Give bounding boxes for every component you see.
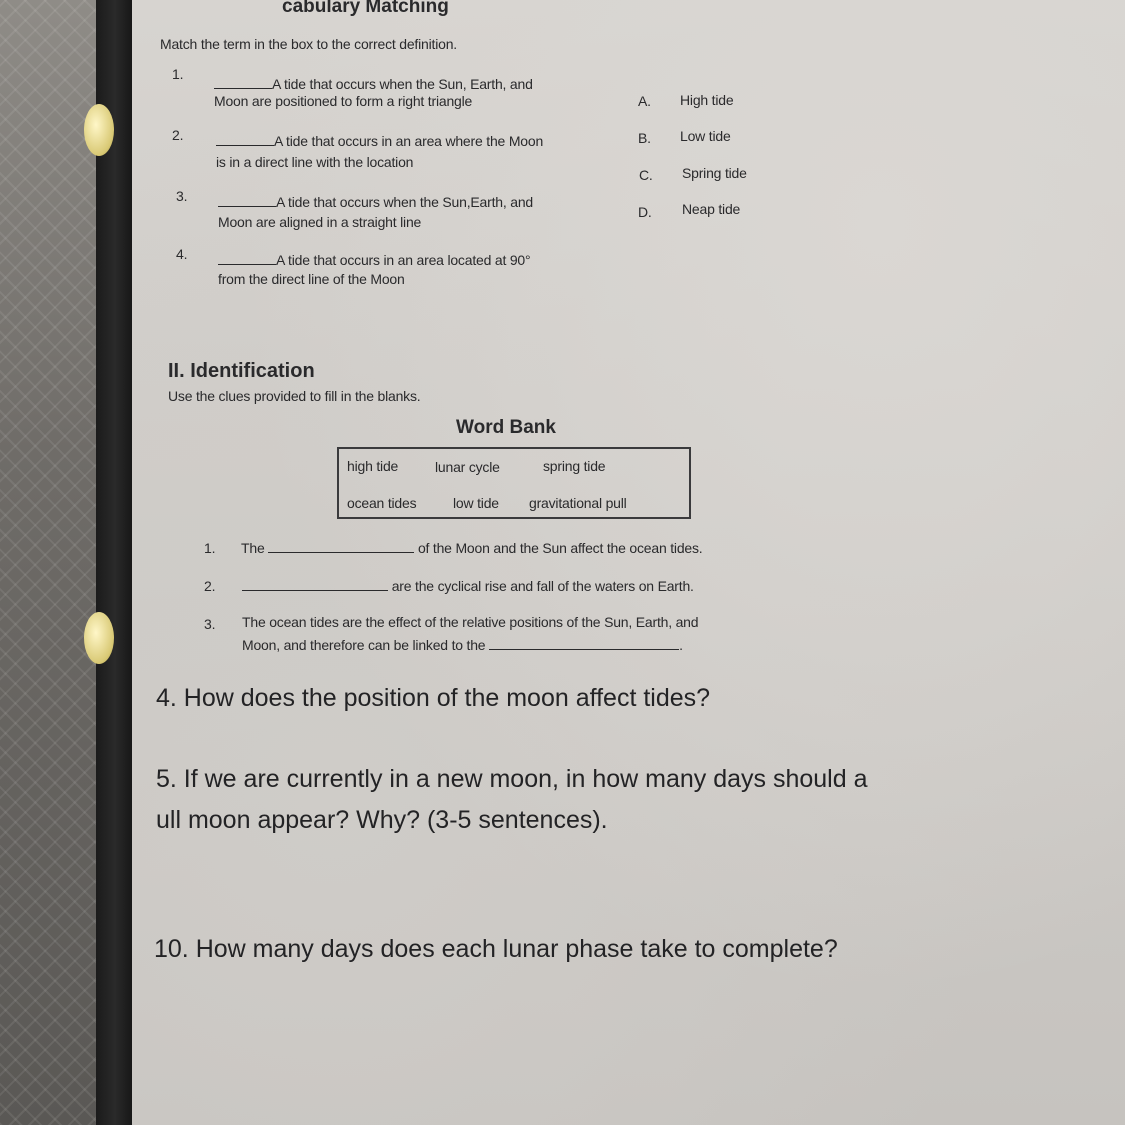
question-number: 1. bbox=[204, 540, 216, 556]
option-letter: A. bbox=[638, 93, 651, 109]
question-text: . bbox=[679, 637, 683, 653]
question-text: of the Moon and the Sun affect the ocean tides. bbox=[417, 540, 703, 556]
open-question: 10. How many days does each lunar phase take to complete? bbox=[154, 935, 838, 963]
section-title: cabulary Matching bbox=[282, 0, 449, 17]
question-text: Moon, and therefore can be linked to the bbox=[242, 637, 486, 653]
definition-line: A tide that occurs in an area where the Moon bbox=[274, 133, 544, 149]
word-bank-term: gravitational pull bbox=[529, 495, 627, 511]
option-term: Low tide bbox=[680, 128, 731, 144]
word-bank-term: ocean tides bbox=[347, 495, 417, 511]
word-bank-term: low tide bbox=[453, 495, 499, 511]
binder-hole bbox=[84, 104, 114, 156]
option-term: Spring tide bbox=[682, 165, 747, 181]
open-question: 4. How does the position of the moon affect tides? bbox=[156, 684, 711, 712]
matching-instruction: Match the term in the box to the correct definition. bbox=[160, 36, 457, 52]
answer-blank[interactable] bbox=[214, 88, 272, 89]
definition-line: from the direct line of the Moon bbox=[218, 271, 405, 287]
word-bank-term: lunar cycle bbox=[435, 459, 500, 475]
question-text: The ocean tides are the effect of the relative positions of the Sun, Earth, and bbox=[242, 614, 699, 630]
definition-line: A tide that occurs when the Sun, Earth, and bbox=[272, 76, 533, 92]
word-bank-title: Word Bank bbox=[456, 417, 556, 438]
option-term: Neap tide bbox=[682, 201, 741, 217]
word-bank-term: spring tide bbox=[543, 458, 606, 474]
question-number: 3. bbox=[204, 616, 216, 632]
binder-hole bbox=[84, 612, 114, 664]
definition-line: Moon are aligned in a straight line bbox=[218, 214, 422, 230]
item-number: 4. bbox=[176, 246, 188, 262]
question-text: are the cyclical rise and fall of the waters on Earth. bbox=[391, 578, 694, 594]
identification-instruction: Use the clues provided to fill in the blanks. bbox=[168, 388, 421, 404]
binder-spine bbox=[96, 0, 134, 1125]
word-bank-term: high tide bbox=[347, 458, 399, 474]
answer-blank[interactable] bbox=[242, 590, 388, 591]
identification-heading: II. Identification bbox=[168, 360, 315, 382]
option-term: High tide bbox=[680, 92, 734, 108]
question-text: The bbox=[241, 540, 265, 556]
fabric-background bbox=[0, 0, 110, 1125]
option-letter: C. bbox=[639, 167, 653, 183]
open-question: 5. If we are currently in a new moon, in how many days should a bbox=[156, 765, 868, 793]
answer-blank[interactable] bbox=[489, 649, 679, 650]
definition-line: A tide that occurs when the Sun,Earth, and bbox=[276, 194, 533, 210]
answer-blank[interactable] bbox=[218, 206, 276, 207]
definition-line: is in a direct line with the location bbox=[216, 154, 414, 170]
word-bank bbox=[337, 447, 691, 519]
worksheet-paper bbox=[132, 0, 1125, 1125]
question-number: 2. bbox=[204, 578, 216, 594]
definition-line: Moon are positioned to form a right triangle bbox=[214, 93, 473, 109]
item-number: 2. bbox=[172, 127, 184, 143]
option-letter: B. bbox=[638, 130, 651, 146]
answer-blank[interactable] bbox=[268, 552, 414, 553]
answer-blank[interactable] bbox=[218, 264, 276, 265]
item-number: 1. bbox=[172, 66, 184, 82]
open-question: ull moon appear? Why? (3-5 sentences). bbox=[156, 806, 608, 834]
item-number: 3. bbox=[176, 188, 188, 204]
answer-blank[interactable] bbox=[216, 145, 274, 146]
definition-line: A tide that occurs in an area located at 90° bbox=[276, 252, 531, 268]
option-letter: D. bbox=[638, 204, 652, 220]
